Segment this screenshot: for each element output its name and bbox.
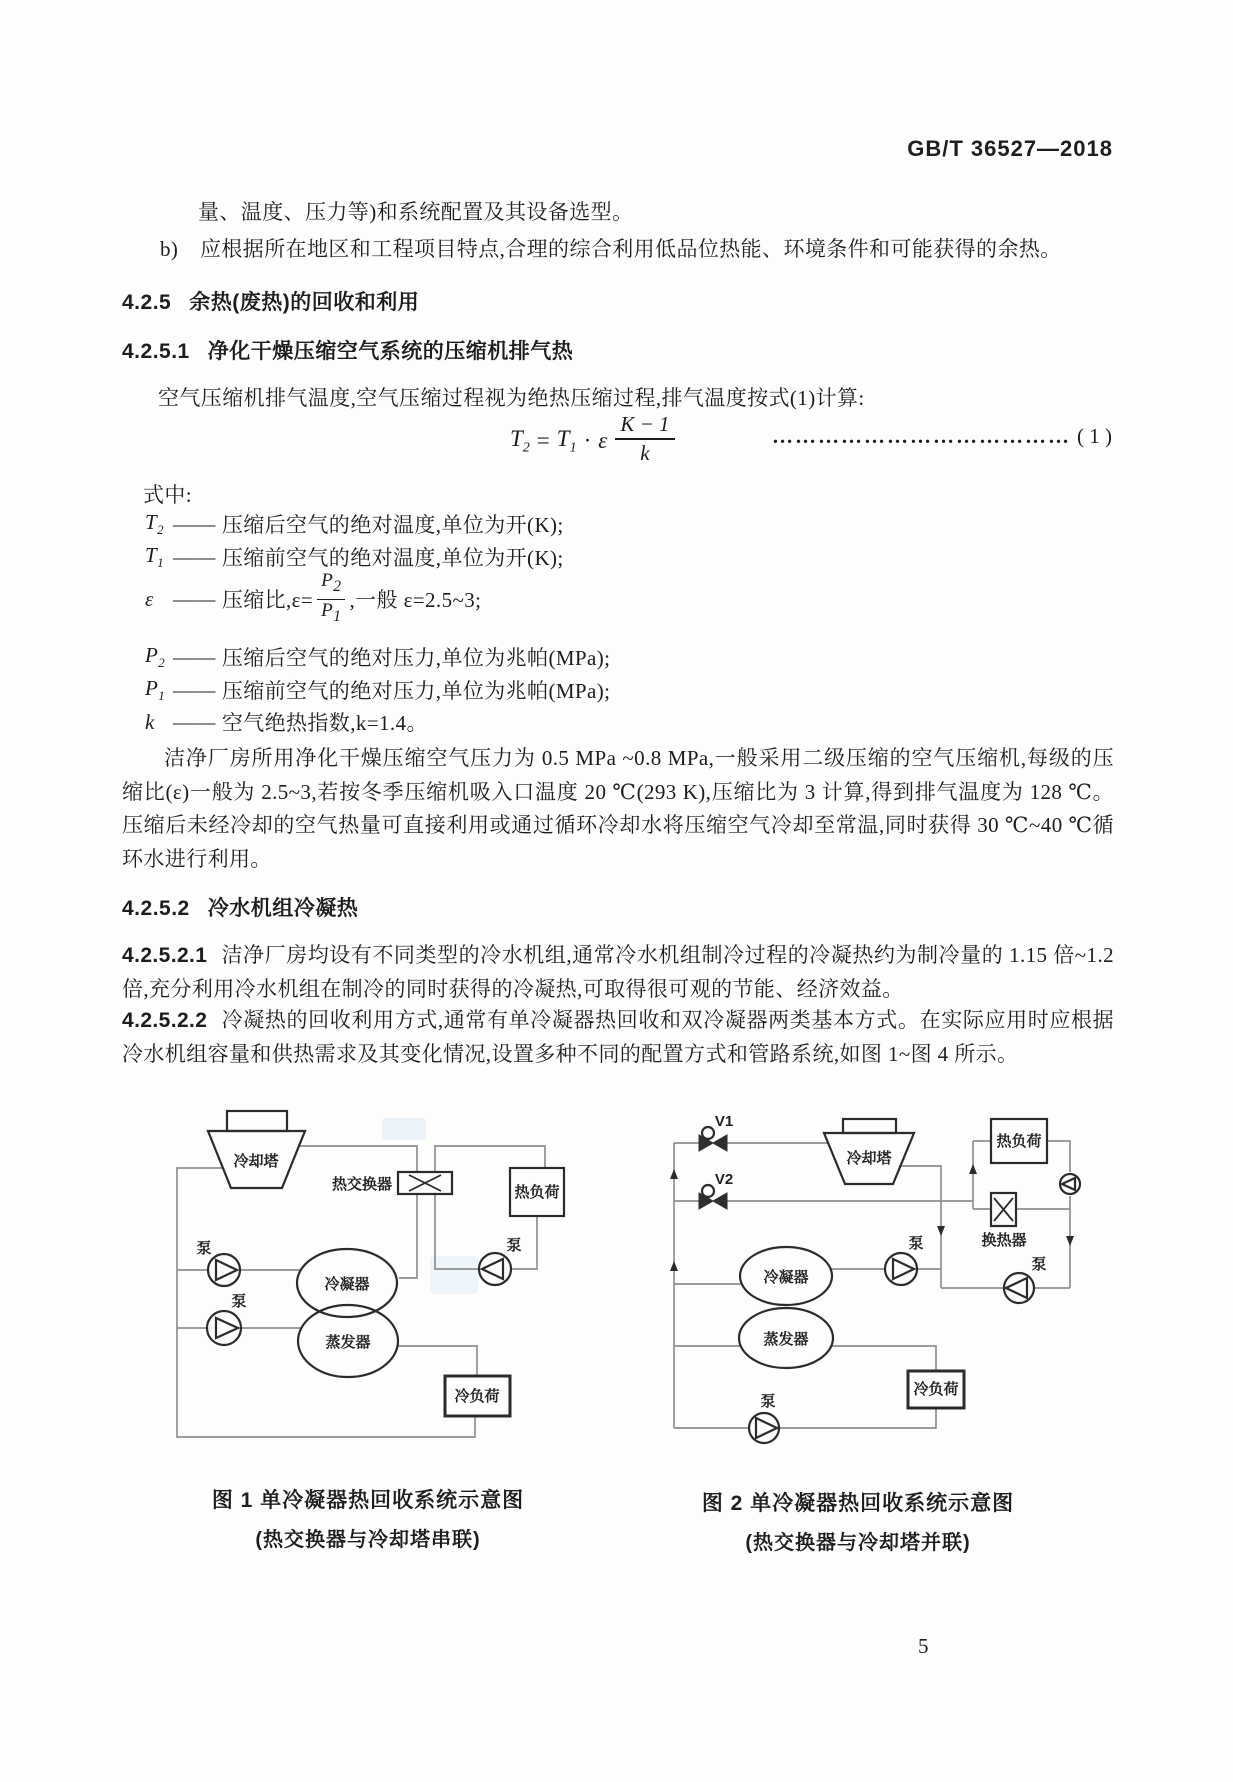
equation-1 — [122, 408, 1112, 472]
pump-label: 泵 — [506, 1237, 522, 1254]
list-item-b — [160, 233, 1114, 267]
pump-recovery — [1004, 1255, 1047, 1303]
condenser-label: 冷凝器 — [763, 1269, 809, 1286]
pump-impeller-icon — [216, 1318, 238, 1338]
exponent-fraction — [615, 412, 674, 466]
clause-text: 洁净厂房均设有不同类型的冷水机组,通常冷水机组制冷过程的冷凝热约为制冷量的 1.15 倍~1.2 倍,充分利用冷水机组在制冷的同时获得的冷凝热,可取得很可观的节能、经济效益。 — [122, 943, 1114, 1001]
symbol: ε — [145, 586, 154, 611]
definition-T1 — [145, 542, 564, 572]
cooling-tower-label: 冷却塔 — [846, 1150, 892, 1167]
scan-artifact — [430, 1256, 478, 1294]
figure-1-diagram — [142, 1106, 594, 1458]
pump-impeller-icon — [1062, 1178, 1075, 1190]
valve-icon — [713, 1135, 727, 1151]
definition-P2 — [145, 642, 610, 672]
cooling-tower — [208, 1111, 305, 1188]
evaporator — [739, 1308, 833, 1368]
dot-leader: ………………………………… — [772, 424, 1071, 448]
var-epsilon: ε — [598, 428, 608, 453]
heat-exchanger — [332, 1172, 452, 1194]
paragraph-continuation: 量、温度、压力等)和系统配置及其设备选型。 — [198, 200, 634, 224]
formula-intro-paragraph: 空气压缩机排气温度,空气压缩过程视为绝热压缩过程,排气温度按式(1)计算: — [158, 386, 865, 410]
heat-exchanger-x-icon — [409, 1175, 441, 1191]
section-title: 冷水机组冷凝热 — [207, 897, 359, 920]
cooling-tower-top — [843, 1119, 896, 1133]
dash: —— — [173, 644, 216, 669]
section-number: 4.2.5 — [122, 291, 172, 314]
symbol: $T_1$ — [145, 542, 164, 571]
flow-arrow-down-icon — [1066, 1236, 1074, 1246]
pump-evaporator — [207, 1292, 247, 1345]
pump-label: 泵 — [1031, 1256, 1047, 1273]
section-number: 4.2.5.1 — [122, 340, 190, 363]
definition-text: 空气绝热指数,k=1.4。 — [221, 711, 428, 735]
definition-text-pre: 压缩比,ε= — [221, 588, 314, 612]
paragraph-4-2-5-2-2 — [122, 1004, 1114, 1071]
dash: —— — [173, 511, 216, 536]
pump-chilled-water — [749, 1392, 779, 1443]
fraction-denominator: $P_1$ — [321, 600, 342, 625]
valve-v2-label: V2 — [714, 1171, 734, 1188]
section-heading-4-2-5-2 — [122, 892, 358, 922]
pump-impeller-icon — [893, 1259, 914, 1279]
definition-text: 压缩前空气的绝对压力,单位为兆帕(MPa); — [221, 679, 611, 703]
standard-code-header: GB/T 36527—2018 — [907, 136, 1113, 161]
valve-handle-icon — [702, 1185, 714, 1197]
flow-arrow-up-icon — [670, 1169, 678, 1179]
cooling-tower-top — [227, 1111, 287, 1131]
equals-sign: = — [536, 428, 550, 453]
fraction-denominator: k — [640, 441, 650, 465]
definition-P1 — [145, 675, 610, 705]
symbol: $T_2$ — [145, 509, 164, 538]
scan-artifact — [382, 1118, 426, 1140]
figure-1 — [142, 1106, 594, 1552]
condenser — [297, 1249, 397, 1317]
pump-label: 泵 — [908, 1235, 924, 1252]
definition-k — [145, 707, 428, 737]
pump-impeller-icon — [216, 1260, 237, 1280]
pump-impeller-icon — [756, 1418, 777, 1438]
heat-exchanger-label: 换热器 — [981, 1232, 1027, 1249]
paragraph-compressed-air: 洁净厂房所用净化干燥压缩空气压力为 0.5 MPa ~0.8 MPa,一般采用二级压缩的空气压缩机,每级的压缩比(ε)一般为 2.5~3,若按冬季压缩机吸入口温度 20 ℃(293 K),压缩比为 3 计算,得到排气温度为 128 ℃。压缩后未经冷却的空气热量可直接利用或通过循环冷却水将压缩空气冷却至常温,同时获得 30 ℃~40 ℃循环水进行利用。 — [122, 746, 1114, 871]
valve-handle-icon — [702, 1127, 714, 1139]
section-title: 余热(废热)的回收和利用 — [189, 291, 420, 314]
definition-text: 压缩后空气的绝对温度,单位为开(K); — [221, 513, 564, 537]
list-item-b-text: 应根据所在地区和工程项目特点,合理的综合利用低品位热能、环境条件和可能获得的余热。 — [200, 237, 1062, 261]
equation-leader — [772, 424, 1112, 449]
condenser-label: 冷凝器 — [324, 1276, 370, 1293]
pump-label: 泵 — [760, 1393, 776, 1410]
evaporator-label: 蒸发器 — [763, 1331, 809, 1348]
figure-1-caption-sub: (热交换器与冷却塔串联) — [255, 1529, 481, 1551]
section-title: 净化干燥压缩空气系统的压缩机排气热 — [207, 340, 574, 363]
heat-load-label: 热负荷 — [514, 1184, 560, 1201]
cooling-load — [445, 1376, 510, 1416]
flow-arrow-up-icon — [670, 1261, 678, 1271]
pump-heat-load-loop — [1060, 1174, 1080, 1194]
heat-load-label: 热负荷 — [996, 1133, 1042, 1150]
definition-text: 压缩后空气的绝对压力,单位为兆帕(MPa); — [221, 646, 611, 670]
symbol: k — [145, 709, 155, 734]
fraction-numerator: $P_2$ — [317, 570, 345, 600]
pump-condenser — [196, 1239, 240, 1286]
definition-T2 — [145, 509, 564, 539]
evaporator — [298, 1305, 398, 1377]
clause-number: 4.2.5.2.1 — [122, 944, 208, 967]
pump-impeller-icon — [1006, 1278, 1027, 1298]
dash: —— — [173, 677, 216, 702]
page-number: 5 — [918, 1634, 929, 1658]
section-heading-4-2-5 — [122, 286, 419, 316]
var-T1: $T_1$ — [556, 425, 577, 456]
figure-1-caption: 图 1 单冷凝器热回收系统示意图 — [211, 1489, 525, 1512]
dash: —— — [173, 709, 216, 734]
equation-expression — [510, 414, 675, 468]
fraction-numerator: K − 1 — [615, 412, 674, 440]
where-label: 式中: — [143, 483, 193, 507]
cooling-load — [908, 1371, 964, 1408]
valve-v1 — [699, 1113, 733, 1151]
cooling-load-label: 冷负荷 — [913, 1381, 959, 1398]
symbol: $P_1$ — [145, 675, 166, 704]
definition-epsilon — [145, 570, 481, 628]
section-number: 4.2.5.2 — [122, 897, 190, 920]
figure-2-diagram — [596, 1106, 1120, 1461]
pump-heat-load — [479, 1236, 522, 1285]
heat-load — [991, 1119, 1047, 1163]
list-item-b-label: b) — [160, 237, 179, 261]
definition-text-post: ,一般 ε=2.5~3; — [349, 588, 482, 612]
flow-arrow-up-icon — [969, 1164, 977, 1174]
heat-exchanger-label: 热交换器 — [331, 1176, 392, 1193]
pump-condenser — [885, 1234, 924, 1285]
evaporator-label: 蒸发器 — [325, 1334, 371, 1351]
var-T2: $T_2$ — [510, 425, 530, 456]
heat-exchanger-x-icon — [994, 1198, 1013, 1221]
pump-impeller-icon — [482, 1259, 503, 1279]
cooling-tower-label: 冷却塔 — [233, 1153, 279, 1170]
dash: —— — [173, 544, 216, 569]
cooling-load-label: 冷负荷 — [454, 1388, 500, 1405]
pump-label: 泵 — [196, 1240, 212, 1257]
heat-exchanger — [981, 1193, 1026, 1249]
flow-arrow-down-icon — [937, 1226, 945, 1236]
figure-2-caption-sub: (热交换器与冷却塔并联) — [745, 1532, 971, 1554]
multiply-dot: · — [583, 428, 592, 453]
clause-text: 冷凝热的回收利用方式,通常有单冷凝器热回收和双冷凝器两类基本方式。在实际应用时应根据冷水机组容量和供热需求及其变化情况,设置多种不同的配置方式和管路系统,如图 1~图 4 所示。 — [122, 1008, 1114, 1066]
section-heading-4-2-5-1 — [122, 335, 573, 365]
pump-label: 泵 — [231, 1293, 247, 1310]
figure-2 — [596, 1106, 1120, 1555]
valve-v1-label: V1 — [714, 1113, 734, 1130]
definition-text: 压缩前空气的绝对温度,单位为开(K); — [221, 546, 564, 570]
cooling-tower — [824, 1119, 914, 1184]
equation-number: ( 1 ) — [1077, 424, 1112, 448]
valve-v2 — [699, 1171, 733, 1209]
condenser — [740, 1247, 832, 1305]
dash: —— — [173, 586, 216, 611]
symbol: $P_2$ — [145, 642, 166, 671]
valve-icon — [713, 1193, 727, 1209]
pressure-ratio-fraction — [317, 570, 345, 628]
paragraph-4-2-5-2-1 — [122, 939, 1114, 1006]
figure-2-caption: 图 2 单冷凝器热回收系统示意图 — [701, 1492, 1015, 1515]
heat-load — [510, 1168, 564, 1216]
clause-number: 4.2.5.2.2 — [122, 1009, 208, 1032]
